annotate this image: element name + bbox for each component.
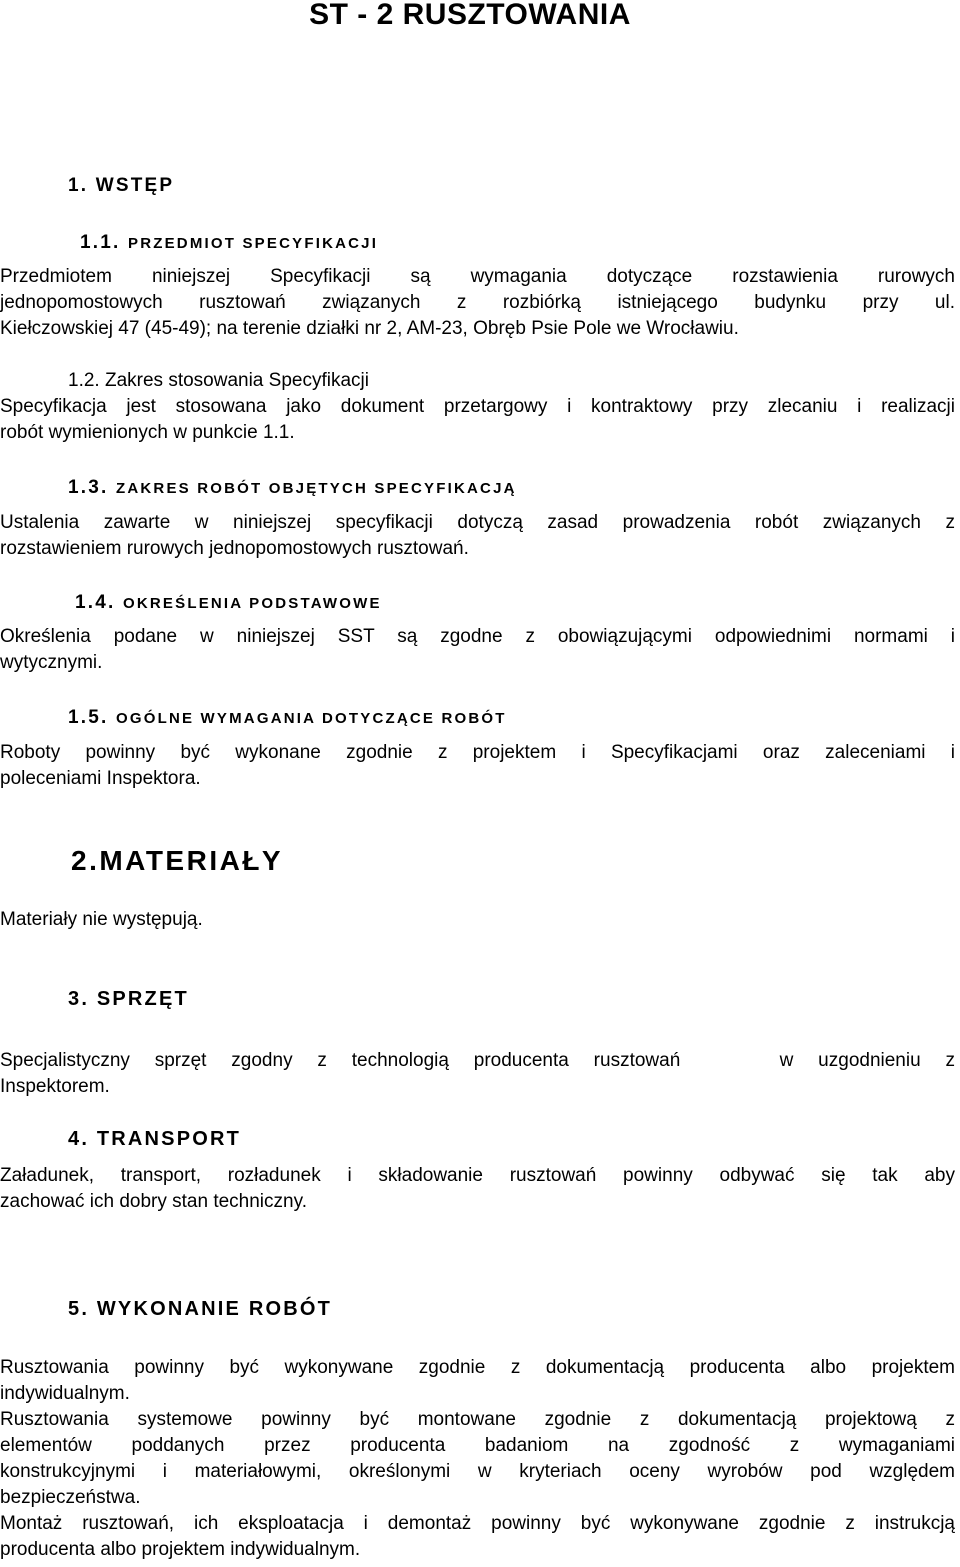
- section-4-heading: 4. TRANSPORT: [68, 1128, 242, 1150]
- section-1-4-title: OKREŚLENIA PODSTAWOWE: [122, 595, 382, 612]
- section-5-line-8: producenta albo projektem indywidualnym.: [0, 1539, 361, 1560]
- section-2-heading: 2.MATERIAŁY: [71, 845, 284, 876]
- section-5-line-1: Rusztowania powinny być wykonywane zgodnie z dokumentacją producenta albo projektem: [0, 1357, 955, 1378]
- section-1-1-number: 1.1.: [80, 232, 121, 253]
- section-1-1-heading: [80, 232, 378, 254]
- section-1-2-heading: 1.2. Zakres stosowania Specyfikacji: [68, 370, 369, 391]
- section-1-1-line-1: Przedmiotem niniejszej Specyfikacji są wymagania dotyczące rozstawienia rurowych: [0, 266, 955, 287]
- section-5-heading: 5. WYKONANIE ROBÓT: [68, 1298, 333, 1320]
- section-1-5-line-2: poleceniami Inspektora.: [0, 768, 201, 789]
- section-5-line-5: konstrukcyjnymi i materiałowymi, określonymi w kryteriach oceny wyrobów pod względem: [0, 1461, 955, 1482]
- section-3-heading: 3. SPRZĘT: [68, 988, 189, 1010]
- section-1-1-line-3: Kiełczowskiej 47 (45-49); na terenie działki nr 2, AM-23, Obręb Psie Pole we Wrocławiu.: [0, 318, 739, 339]
- section-1-4-line-1: Określenia podane w niniejszej SST są zgodne z obowiązującymi odpowiednimi normami i: [0, 626, 955, 647]
- section-1-4-line-2: wytycznymi.: [0, 652, 103, 673]
- section-1-3-number: 1.3.: [68, 477, 109, 498]
- section-5-line-6: bezpieczeństwa.: [0, 1487, 141, 1508]
- section-1-4-number: 1.4.: [75, 592, 116, 613]
- section-1-1-title: PRZEDMIOT SPECYFIKACJI: [127, 235, 379, 252]
- section-1-heading: 1. WSTĘP: [68, 175, 175, 196]
- section-4-line-1: Załadunek, transport, rozładunek i składowanie rusztowań powinny odbywać się tak aby: [0, 1165, 955, 1186]
- section-4-line-2: zachować ich dobry stan techniczny.: [0, 1191, 307, 1212]
- section-5-line-2: indywidualnym.: [0, 1383, 130, 1404]
- section-1-5-title: OGÓLNE WYMAGANIA DOTYCZĄCE ROBÓT: [115, 710, 507, 727]
- section-2-text: Materiały nie występują.: [0, 909, 203, 930]
- section-1-3-line-2: rozstawieniem rurowych jednopomostowych rusztowań.: [0, 538, 469, 559]
- section-1-5-number: 1.5.: [68, 707, 109, 728]
- section-5-line-3: Rusztowania systemowe powinny być montowane zgodnie z dokumentacją projektową z: [0, 1409, 955, 1430]
- section-1-3-line-1: Ustalenia zawarte w niniejszej specyfikacji dotyczą zasad prowadzenia robót związanych z: [0, 512, 955, 533]
- section-1-5-line-1: Roboty powinny być wykonane zgodnie z projektem i Specyfikacjami oraz zaleceniami i: [0, 742, 955, 763]
- section-1-3-heading: [68, 477, 517, 499]
- section-1-3-title: ZAKRES ROBÓT OBJĘTYCH SPECYFIKACJĄ: [115, 480, 517, 497]
- section-1-2-line-2: robót wymienionych w punkcie 1.1.: [0, 422, 295, 443]
- section-1-5-heading: [68, 707, 507, 729]
- section-1-1-line-2: jednopomostowych rusztowań związanych z rozbiórką istniejącego budynku przy ul.: [0, 292, 955, 313]
- section-1-2-line-1: Specyfikacja jest stosowana jako dokument przetargowy i kontraktowy przy zlecaniu i realizacji: [0, 396, 955, 417]
- document-title: ST - 2 RUSZTOWANIA: [309, 0, 631, 31]
- section-3-line-1: Specjalistyczny sprzęt zgodny z technologią producenta rusztowań w uzgodnieniu z: [0, 1050, 955, 1071]
- section-1-4-heading: [75, 592, 382, 614]
- section-5-line-7: Montaż rusztowań, ich eksploatacja i demontaż powinny być wykonywane zgodnie z instrukcją: [0, 1513, 955, 1534]
- section-5-line-4: elementów poddanych przez producenta badaniom na zgodność z wymaganiami: [0, 1435, 955, 1456]
- section-3-line-2: Inspektorem.: [0, 1076, 110, 1097]
